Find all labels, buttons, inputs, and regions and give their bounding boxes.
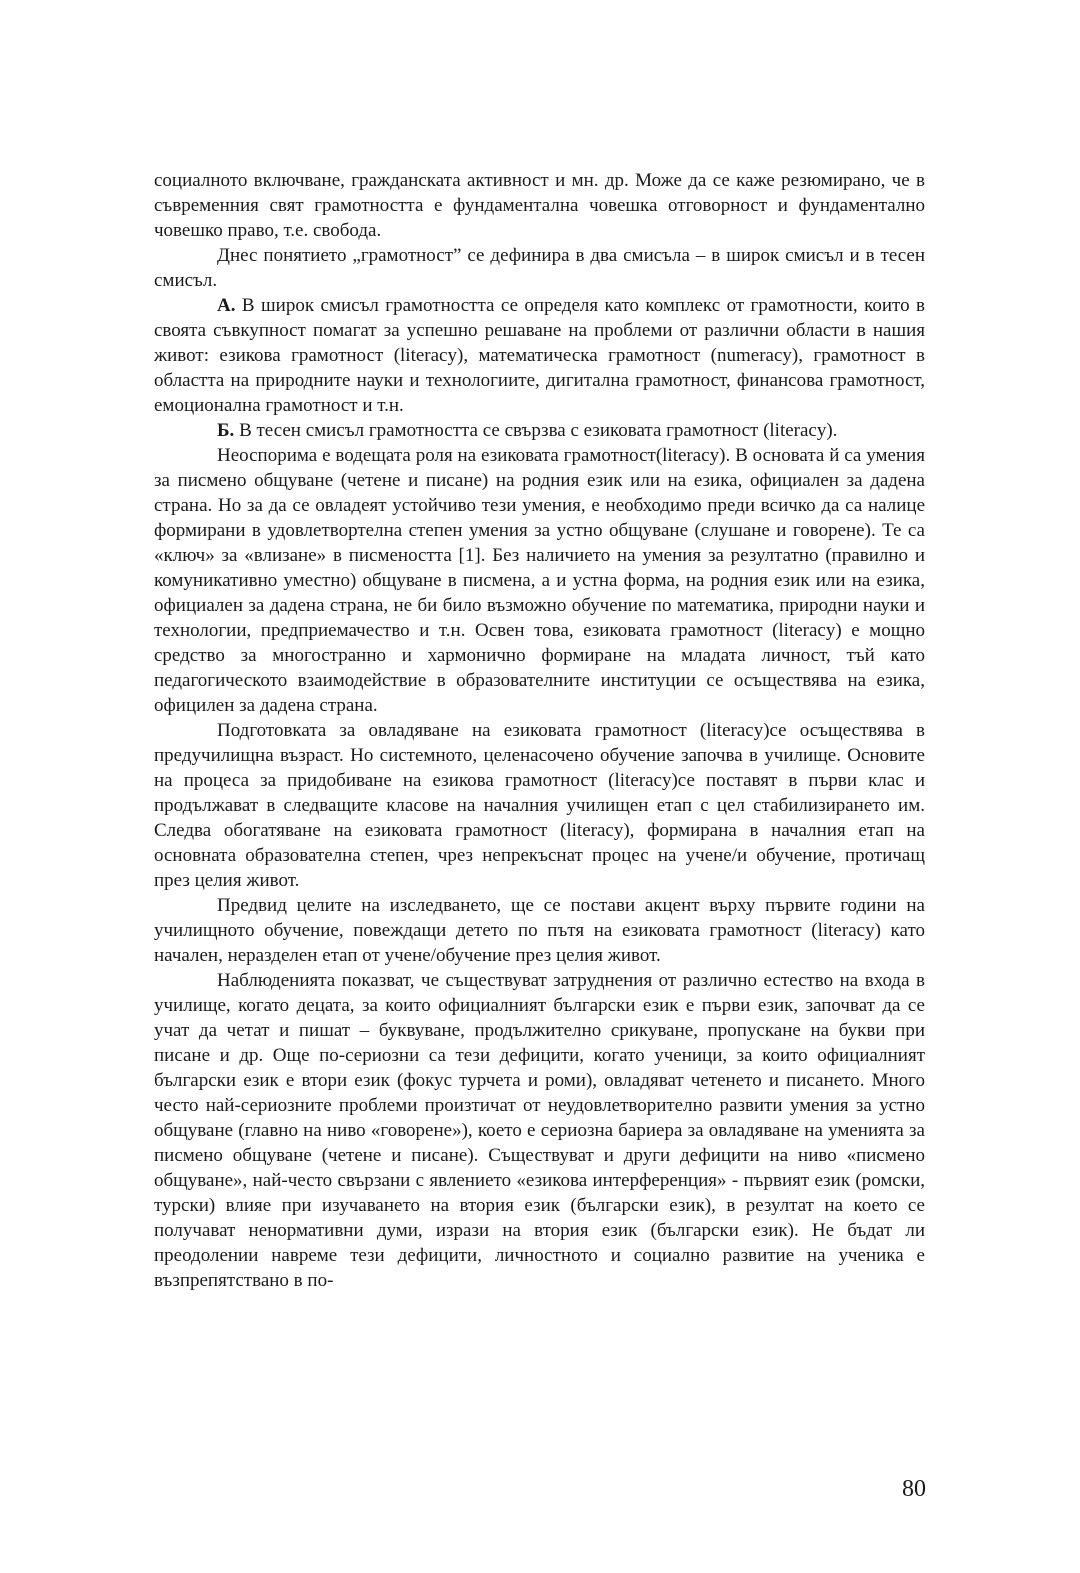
paragraph-text: Предвид целите на изследването, ще се постави акцент върху първите години на училищното обучение, повеждащи детето по пътя на езиковата грамотност (literacy) като начален, неразделен етап от учене/обучение през целия живот. bbox=[154, 895, 925, 966]
paragraph-broad-sense bbox=[154, 293, 925, 418]
paragraph-lead-letter: Б. bbox=[217, 420, 235, 441]
page-number: 80 bbox=[902, 1476, 926, 1502]
paragraph-text: В широк смисъл грамотността се определя като комплекс от грамотности, които в своята съвкупност помагат за успешно решаване на проблеми от различни области в нашия живот: езикова грамотност (literacy), математическа грамотност (numeracy), грамотност в областта на природните науки и технологиите, дигитална грамотност, финансова грамотност, емоционална грамотност и т.н. bbox=[154, 295, 925, 416]
paragraph-research-focus bbox=[154, 893, 925, 968]
paragraph-continuation bbox=[154, 168, 925, 243]
paragraph-text: В тесен смисъл грамотността се свързва с езиковата грамотност (literacy). bbox=[234, 420, 838, 441]
paragraph-text: Днес понятието „грамотност” се дефинира в два смисъла – в широк смисъл и в тесен смисъл. bbox=[154, 245, 925, 291]
paragraph-text: социалното включване, гражданската активност и мн. др. Може да се каже резюмирано, че в съвременния свят грамотността е фундаментална човешка отговорност и фундаментално човешко право, т.е. свобода. bbox=[154, 170, 925, 241]
paragraph-literacy-role bbox=[154, 443, 925, 718]
paragraph-text: Подготовката за овладяване на езиковата грамотност (literacy)се осъществява в предучилищна възраст. Но системното, целенасочено обучение започва в училище. Основите на процеса за придобиване на езикова грамотност (literacy)се поставят в първи клас и продължават в следващите класове на началния училищен етап с цел стабилизирането им. Следва обогатяване на езиковата грамотност (literacy), формирана в началния етап на основната образователна степен, чрез непрекъснат процес на учене/и обучение, протичащ през целия живот. bbox=[154, 720, 925, 891]
paragraph-observations bbox=[154, 968, 925, 1293]
paragraph-definition-intro bbox=[154, 243, 925, 293]
body-text bbox=[154, 168, 925, 1293]
paragraph-lead-letter: А. bbox=[217, 295, 236, 316]
paragraph-preparation bbox=[154, 718, 925, 893]
paragraph-text: Наблюденията показват, че съществуват затруднения от различно естество на входа в училище, когато децата, за които официалният български език е първи език, започват да се учат да четат и пишат – буквуване, продължително срикуване, пропускане на букви при писане и др. Още по-сериозни са тези дефицити, когато ученици, за които официалният български език е втори език (фокус турчета и роми), овладяват четенето и писането. Много често най-сериозните проблеми произтичат от неудовлетворително развити умения за устно общуване (главно на ниво «говорене»), което е сериозна бариера за овладяване на уменията за писмено общуване (четене и писане). Съществуват и други дефицити на ниво «писмено общуване», най-често свързани с явлението «езикова интерференция» - първият език (ромски, турски) влияе при изучаването на втория език (български език), в резултат на което се получават ненормативни думи, изрази на втория език (български език). Не бъдат ли преодолении навреме тези дефицити, личностното и социално развитие на ученика е възпрепятствано в по- bbox=[154, 970, 925, 1291]
paragraph-text: Неоспорима е водещата роля на езиковата грамотност(literacy). В основата й са умения за писмено общуване (четене и писане) на родния език или на езика, официален за дадена страна. Но за да се овладеят устойчиво тези умения, е необходимо преди всичко да са налице формирани в удовлетвортелна степен умения за устно общуване (слушане и говорене). Те са «ключ» за «влизане» в писмеността [1]. Без наличието на умения за резултатно (правилно и комуникативно уместно) общуване в писмена, а и устна форма, на родния език или на езика, официален за дадена страна, не би било възможно обучение по математика, природни науки и технологии, предприемачество и т.н. Освен това, езиковата грамотност (literacy) е мощно средство за многостранно и хармонично формиране на младата личност, тъй като педагогическото взаимодействие в образователните институции се осъществява на езика, официлен за дадена страна. bbox=[154, 445, 925, 716]
paragraph-narrow-sense bbox=[154, 418, 925, 443]
